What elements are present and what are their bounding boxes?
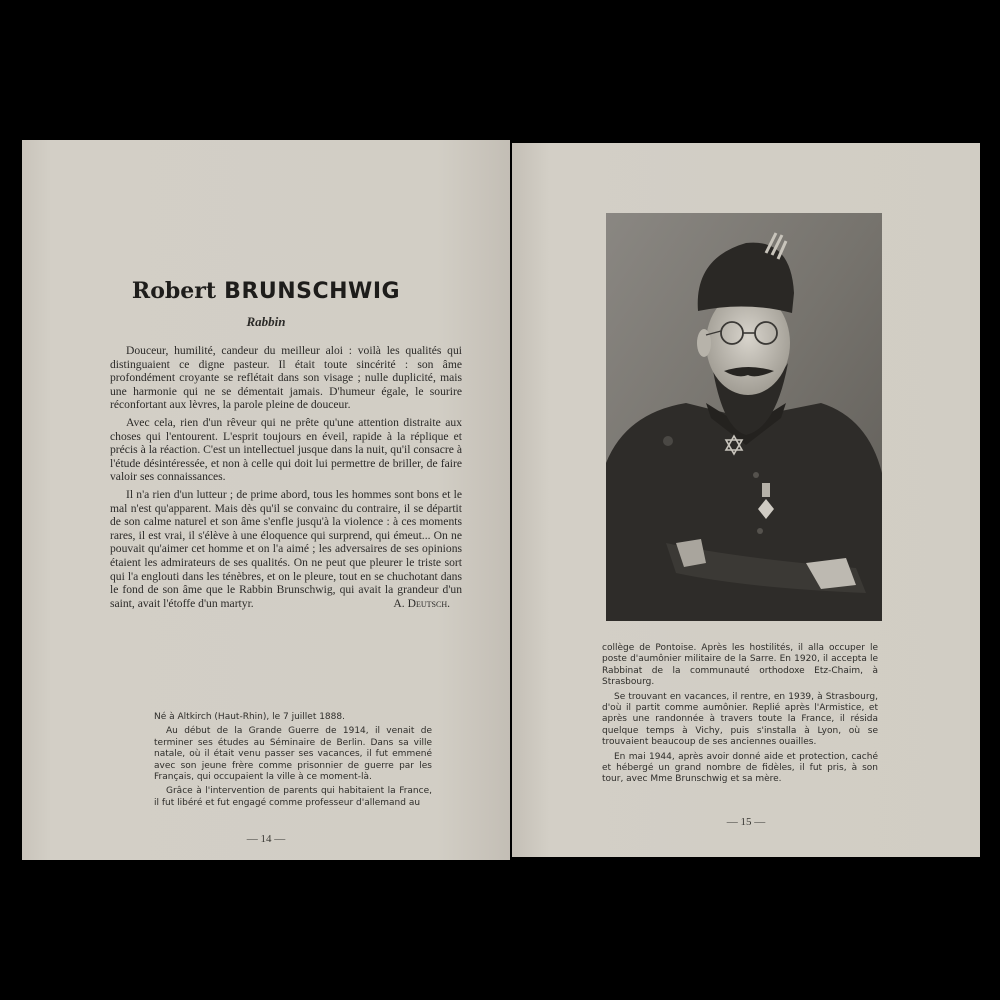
title-last-name: BRUNSCHWIG bbox=[224, 279, 401, 304]
tribute-paragraph: Il n'a rien d'un lutteur ; de prime abord, tous les hommes sont bons et le mal n'est qu'apparent. Mais dès qu'il se convainc du contraire, il se départit de son calme naturel et son âme s'enfle jusqu'à la violence : à ces moments rares, il est vrai, il s'élève à une éloquence qui surprend, qui émeut... On ne pouvait qu'aimer cet homme et on l'a aimé ; les adversaires de ses opinions étaient les admirateurs de ses qualités. On ne peut que pleurer le triste sort qui l'a englouti dans les ténèbres, et on le pleure, tout en se chuchotant dans le fond de son âme que le Rabbin Brunschwig, qui avait la grandeur d'un saint, avait l'étoffe d'un martyr. bbox=[110, 487, 462, 610]
bio-paragraph: Se trouvant en vacances, il rentre, en 1939, à Strasbourg, d'où il partit comme aumônier. Replié après l'Armistice, et après une randonnée à travers toute la France, il résida quelque temps à Vichy, puis s'installa à Lyon, où se trouvaient beaucoup de ses anciennes ouailles. bbox=[602, 691, 878, 748]
left-page bbox=[22, 140, 510, 860]
title-first-name: Robert bbox=[131, 278, 216, 304]
tribute-text bbox=[110, 344, 462, 614]
bio-paragraph: collège de Pontoise. Après les hostilités, il alla occuper le poste d'aumônier militaire de la Sarre. En 1920, il accepta le Rabbinat de la communauté orthodoxe Etz-Chaim, à Strasbourg. bbox=[602, 643, 878, 688]
tribute-paragraph: Douceur, humilité, candeur du meilleur aloi : voilà les qualités qui distinguaient ce digne pasteur. Il était toute sincérité : son âme profondément croyante se reflétait dans son visage ; nulle duplicité, mais une harmonie qui ne se démentait jamais. D'humeur égale, le sourire réconfortant aux lèvres, la parole pleine de douceur. bbox=[110, 344, 462, 412]
biography-right bbox=[602, 643, 878, 789]
biography-left bbox=[154, 712, 432, 812]
tribute-paragraph: Avec cela, rien d'un rêveur qui ne prête qu'une attention distraite aux choses qui l'entourent. L'esprit toujours en éveil, rapide à la réplique et précis à la réaction. C'est un intellectuel jusque dans la nuit, qu'il consacre à l'étude désintéressée, et non à celle qui doit lui permettre de briller, de faire valoir ses connaissances. bbox=[110, 415, 462, 484]
bio-paragraph: En mai 1944, après avoir donné aide et protection, caché et hébergé un grand nombre de fidèles, il fut pris, à son tour, avec Mme Brunschwig et sa mère. bbox=[602, 751, 878, 785]
signature-name: Deutsch. bbox=[407, 597, 450, 610]
portrait-photo-icon bbox=[606, 213, 882, 621]
page-subtitle: Rabbin bbox=[246, 314, 286, 329]
author-signature bbox=[322, 597, 450, 610]
right-page bbox=[512, 143, 980, 857]
bio-paragraph: Au début de la Grande Guerre de 1914, il venait de terminer ses études au Séminaire de Berlin. Dans sa ville natale, où il était venu passer ses vacances, il fut emmené avec son jeune frère comme prisonnier de guerre par les Français, qui occupaient la ville à ce moment-là. bbox=[154, 726, 432, 783]
bio-paragraph: Grâce à l'intervention de parents qui habitaient la France, il fut libéré et fut engagé comme professeur d'allemand au bbox=[154, 786, 432, 808]
portrait-photo bbox=[606, 213, 882, 621]
bio-paragraph: Né à Altkirch (Haut-Rhin), le 7 juillet 1888. bbox=[154, 712, 345, 722]
page-title bbox=[22, 278, 510, 304]
page-number-left: — 14 — bbox=[246, 833, 286, 845]
signature-initial: A. bbox=[393, 597, 405, 610]
page-number-right: — 15 — bbox=[726, 816, 766, 828]
